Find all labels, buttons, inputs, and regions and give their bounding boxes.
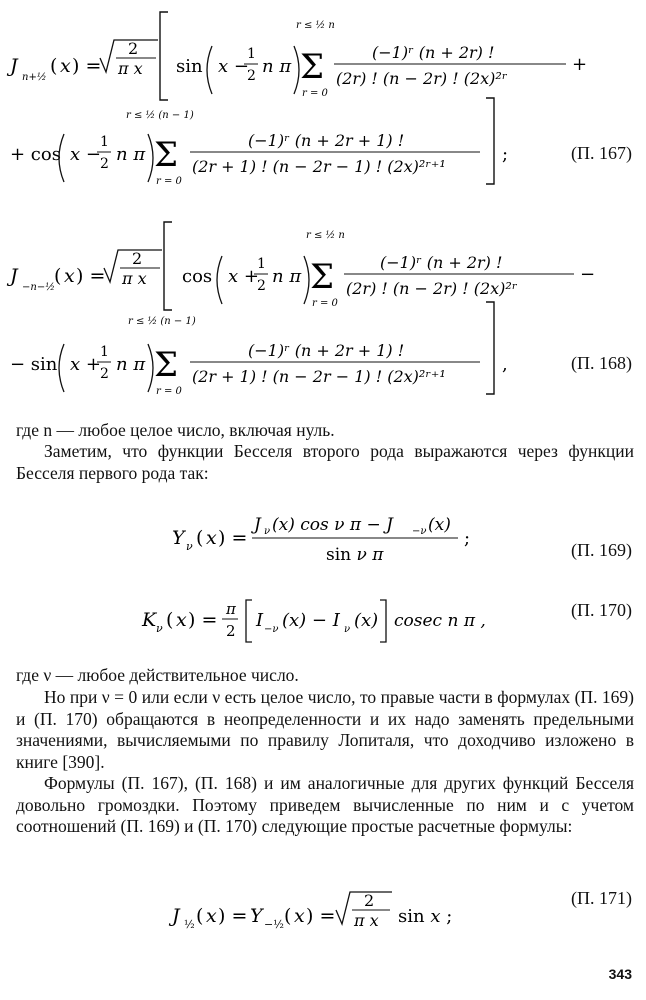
svg-text:(: ( — [166, 609, 174, 631]
svg-text:n π: n π — [116, 354, 146, 375]
equation-p169 — [0, 500, 646, 570]
svg-text:) =: ) = — [188, 609, 218, 631]
svg-text:1: 1 — [247, 46, 256, 62]
svg-text:1: 1 — [257, 256, 266, 272]
svg-text:(x) cos ν π − J: (x) cos ν π − J — [272, 515, 393, 535]
svg-text:K: K — [142, 609, 157, 631]
svg-text:) =: ) = — [218, 905, 248, 927]
svg-text:;: ; — [502, 144, 509, 165]
svg-text:sin x ;: sin x ; — [398, 906, 453, 927]
svg-text:2: 2 — [226, 622, 236, 640]
equation-number: (П. 168) — [571, 353, 632, 373]
svg-text:x: x — [176, 609, 187, 631]
equation-p169-graphic — [0, 500, 646, 570]
equation-number: (П. 167) — [571, 143, 632, 163]
equation-p167 — [0, 0, 646, 190]
svg-text:2: 2 — [257, 278, 266, 294]
svg-text:ν: ν — [264, 526, 271, 537]
svg-text:(−1)ʳ (n + 2r) !: (−1)ʳ (n + 2r) ! — [380, 253, 503, 272]
svg-text:1: 1 — [100, 344, 109, 360]
svg-text:(2r + 1) ! (n − 2r − 1) ! (2x): (2r + 1) ! (n − 2r − 1) ! (2x)²ʳ⁺¹ — [192, 367, 446, 386]
svg-text:) =: ) = — [72, 55, 102, 77]
svg-text:−n−½: −n−½ — [22, 282, 55, 293]
equation-p171-graphic — [0, 880, 646, 950]
svg-text:+: + — [572, 54, 588, 75]
svg-text:n+½: n+½ — [22, 72, 47, 83]
svg-text:(: ( — [196, 905, 204, 927]
svg-text:Σ: Σ — [310, 257, 335, 297]
svg-text:Σ: Σ — [154, 135, 179, 175]
svg-text:x −: x − — [70, 144, 101, 165]
svg-text:;: ; — [464, 528, 471, 549]
svg-text:sin: sin — [176, 56, 203, 77]
svg-text:Σ: Σ — [300, 47, 325, 87]
equation-p167-graphic — [0, 0, 646, 190]
paragraph: где ν — любое действительное число. — [16, 665, 299, 685]
equation-number: (П. 169) — [571, 540, 632, 560]
paragraph: где n — любое целое число, включая нуль. — [16, 420, 335, 440]
svg-text:2: 2 — [128, 39, 139, 58]
svg-text:1: 1 — [100, 134, 109, 150]
svg-text:+ cos: + cos — [10, 144, 61, 165]
svg-text:(−1)ʳ (n + 2r) !: (−1)ʳ (n + 2r) ! — [372, 43, 495, 62]
svg-text:−: − — [580, 264, 596, 285]
svg-text:sin ν π: sin ν π — [326, 545, 384, 565]
svg-text:π x: π x — [118, 59, 143, 78]
svg-text:x: x — [64, 265, 75, 287]
svg-text:− sin: − sin — [10, 354, 58, 375]
svg-text:n π: n π — [116, 144, 146, 165]
svg-text:−ν: −ν — [412, 526, 427, 537]
svg-text:r ≤ ½ (n − 1): r ≤ ½ (n − 1) — [128, 316, 196, 327]
svg-text:r = 0: r = 0 — [302, 88, 328, 99]
svg-text:2: 2 — [100, 366, 109, 382]
equation-number: (П. 171) — [571, 888, 632, 908]
svg-text:2: 2 — [132, 249, 143, 268]
svg-text:x: x — [206, 527, 217, 549]
svg-text:(x): (x) — [428, 515, 451, 535]
svg-text:r = 0: r = 0 — [312, 298, 338, 309]
svg-text:(: ( — [284, 905, 292, 927]
svg-text:n π: n π — [262, 56, 292, 77]
svg-text:2: 2 — [247, 68, 256, 84]
paragraph: Но при ν = 0 или если ν есть целое число, то правые части в формулах (П. 169) и (П. 170) обращаются в неопределенности и их надо заменять предельными значениями, вычисляемыми по правилу Лопиталя, что доходчиво изложено в книге [390]. — [16, 687, 634, 772]
equation-p170-graphic — [0, 590, 646, 650]
equation-p168 — [0, 210, 646, 400]
svg-text:ν: ν — [186, 540, 193, 553]
equation-p168-graphic — [0, 210, 646, 400]
svg-text:) =: ) = — [306, 905, 336, 927]
svg-text:) =: ) = — [218, 527, 248, 549]
svg-text:(−1)ʳ (n + 2r + 1) !: (−1)ʳ (n + 2r + 1) ! — [248, 131, 405, 150]
svg-text:−½: −½ — [264, 918, 284, 931]
page-number: 343 — [608, 966, 632, 982]
svg-text:Y: Y — [172, 527, 185, 549]
svg-text:cosec n π ,: cosec n π , — [394, 611, 486, 631]
svg-text:2: 2 — [100, 156, 109, 172]
svg-text:J: J — [254, 515, 261, 535]
svg-text:J: J — [172, 905, 180, 927]
svg-text:2: 2 — [364, 891, 375, 910]
svg-text:(2r + 1) ! (n − 2r − 1) ! (2x): (2r + 1) ! (n − 2r − 1) ! (2x)²ʳ⁺¹ — [192, 157, 446, 176]
svg-text:) =: ) = — [76, 265, 106, 287]
svg-text:,: , — [502, 354, 508, 375]
svg-text:r = 0: r = 0 — [156, 176, 182, 187]
svg-text:J: J — [10, 55, 18, 77]
equation-p170 — [0, 590, 646, 650]
svg-text:r = 0: r = 0 — [156, 386, 182, 397]
svg-text:π x: π x — [354, 911, 379, 930]
paragraph: Формулы (П. 167), (П. 168) и им аналогичные для других функций Бесселя довольно громоздки. Поэтому приведем вычисленные по ним и с учетом соотношений (П. 169) и (П. 170) следующие простые расчетные формулы: — [16, 773, 634, 836]
svg-text:(x): (x) — [354, 610, 379, 631]
svg-text:π: π — [226, 600, 236, 618]
paragraph: Заметим, что функции Бесселя второго рода выражаются через функции Бесселя первого рода так: — [16, 441, 634, 483]
equation-p171 — [0, 880, 646, 950]
svg-text:r ≤ ½ n: r ≤ ½ n — [306, 230, 345, 241]
svg-text:ν: ν — [156, 622, 163, 635]
svg-text:(x) − I: (x) − I — [282, 610, 340, 631]
svg-text:(: ( — [196, 527, 204, 549]
svg-text:I: I — [256, 610, 264, 631]
svg-text:x: x — [294, 905, 305, 927]
equation-number: (П. 170) — [571, 600, 632, 620]
svg-text:x −: x − — [218, 56, 249, 77]
svg-text:Σ: Σ — [154, 345, 179, 385]
svg-text:x: x — [206, 905, 217, 927]
svg-text:(−1)ʳ (n + 2r + 1) !: (−1)ʳ (n + 2r + 1) ! — [248, 341, 405, 360]
svg-text:−ν: −ν — [264, 624, 279, 635]
svg-text:cos: cos — [182, 266, 213, 287]
svg-text:n π: n π — [272, 266, 302, 287]
svg-text:r ≤ ½ (n − 1): r ≤ ½ (n − 1) — [126, 110, 194, 121]
svg-text:π x: π x — [122, 269, 147, 288]
svg-text:x: x — [60, 55, 71, 77]
svg-text:ν: ν — [344, 624, 351, 635]
svg-text:x +: x + — [70, 354, 101, 375]
svg-text:Y: Y — [250, 905, 263, 927]
svg-text:½: ½ — [184, 918, 195, 931]
svg-text:x +: x + — [228, 266, 259, 287]
svg-text:(: ( — [54, 265, 62, 287]
svg-text:(2r) ! (n − 2r) ! (2x)²ʳ: (2r) ! (n − 2r) ! (2x)²ʳ — [336, 69, 508, 88]
svg-text:r ≤ ½ n: r ≤ ½ n — [296, 20, 335, 31]
svg-text:J: J — [10, 265, 18, 287]
svg-text:(: ( — [50, 55, 58, 77]
svg-text:(2r) ! (n − 2r) ! (2x)²ʳ: (2r) ! (n − 2r) ! (2x)²ʳ — [346, 279, 518, 298]
